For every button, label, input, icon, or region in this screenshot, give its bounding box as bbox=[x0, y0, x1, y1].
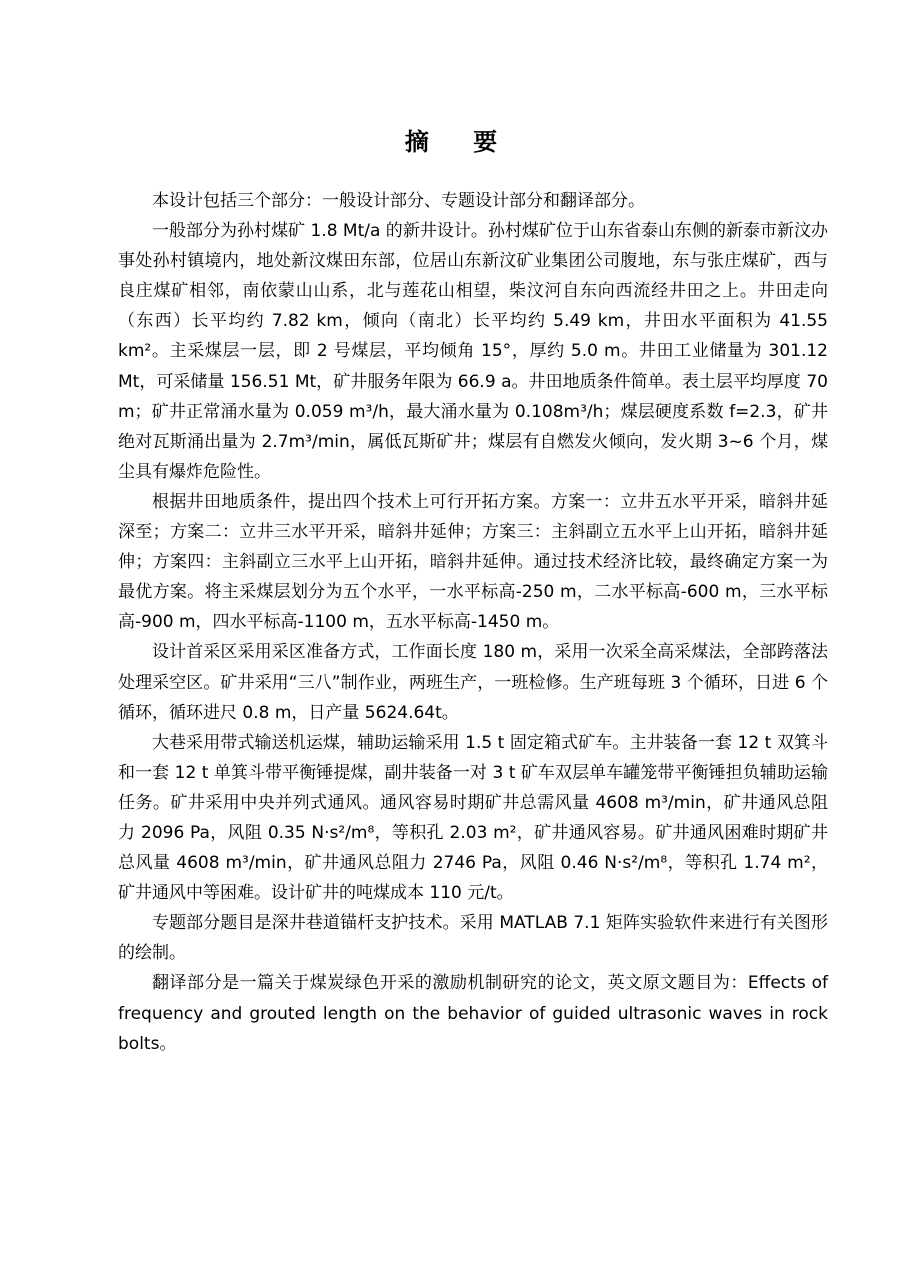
paragraph-special-topic: 专题部分题目是深井巷道锚杆支护技术。采用 MATLAB 7.1 矩阵实验软件来进行有关图形的绘制。 bbox=[118, 913, 828, 964]
paragraph-translation: 翻译部分是一篇关于煤炭绿色开采的激励机制研究的论文，英文原文题目为：Effects of frequency and grouted length on the behavior of guided ultrasonic waves in rock bolts。 bbox=[118, 973, 828, 1054]
paragraph-mining-district: 设计首采区采用采区准备方式，工作面长度 180 m，采用一次采全高采煤法，全部跨落法处理采空区。矿井采用“三八”制作业，两班生产，一班检修。生产班每班 3 个循环，日进 6 个循环，循环进尺 0.8 m，日产量 5624.64t。 bbox=[118, 642, 828, 723]
paragraph-development-schemes: 根据井田地质条件，提出四个技术上可行开拓方案。方案一：立井五水平开采，暗斜井延深至；方案二：立井三水平开采，暗斜井延伸；方案三：主斜副立五水平上山开拓，暗斜井延伸；方案四：主斜副立三水平上山开拓，暗斜井延伸。通过技术经济比较，最终确定方案一为最优方案。将主采煤层划分为五个水平，一水平标高-250 m，二水平标高-600 m，三水平标高-900 m，四水平标高-1100 m，五水平标高-1450 m。 bbox=[118, 491, 828, 633]
paragraph-general-design: 一般部分为孙村煤矿 1.8 Mt/a 的新井设计。孙村煤矿位于山东省泰山东侧的新泰市新汶办事处孙村镇境内，地处新汶煤田东部，位居山东新汶矿业集团公司腹地，东与张庄煤矿，西与良庄煤矿相邻，南依蒙山山系，北与莲花山相望，柴汶河自东向西流经井田之上。井田走向（东西）长平均约 7.82 km，倾向（南北）长平均约 5.49 km，井田水平面积为 41.55 km²。主采煤层一层，即 2 号煤层，平均倾角 15°，厚约 5.0 m。井田工业储量为 301.12 Mt，可采储量 156.51 Mt，矿井服务年限为 66.9 a。井田地质条件简单。表土层平均厚度 70 m；矿井正常涌水量为 0.059 m³/h，最大涌水量为 0.108m³/h；煤层硬度系数 f=2.3，矿井绝对瓦斯涌出量为 2.7m³/min，属低瓦斯矿井；煤层有自燃发火倾向，发火期 3~6 个月，煤尘具有爆炸危险性。 bbox=[118, 221, 828, 482]
abstract-body bbox=[118, 186, 828, 1059]
abstract-title: 摘 要 bbox=[404, 127, 516, 156]
paragraph-overview: 本设计包括三个部分：一般设计部分、专题设计部分和翻译部分。 bbox=[152, 191, 645, 211]
paragraph-transport-ventilation: 大巷采用带式输送机运煤，辅助运输采用 1.5 t 固定箱式矿车。主井装备一套 12 t 双箕斗和一套 12 t 单箕斗带平衡锤提煤，副井装备一对 3 t 矿车双层单车罐笼带平衡锤担负辅助运输任务。矿井采用中央并列式通风。通风容易时期矿井总需风量 4608 m³/min，矿井通风总阻力 2096 Pa，风阻 0.35 N·s²/m⁸，等积孔 2.03 m²，矿井通风容易。矿井通风困难时期矿井总风量 4608 m³/min，矿井通风总阻力 2746 Pa，风阻 0.46 N·s²/m⁸，等积孔 1.74 m²，矿井通风中等困难。设计矿井的吨煤成本 110 元/t。 bbox=[118, 732, 828, 904]
